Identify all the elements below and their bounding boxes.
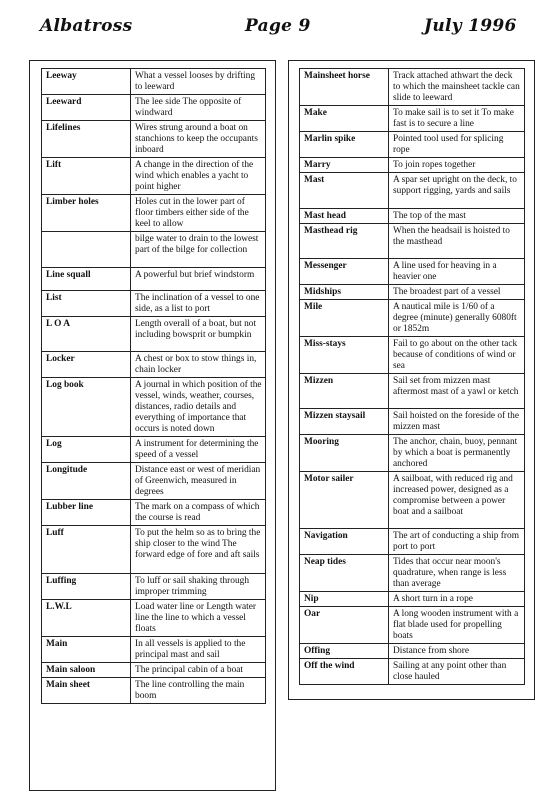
glossary-definition: Length overall of a boat, but not including bowsprit or bumpkin [131,317,266,352]
glossary-term: Neap tides [300,555,389,592]
glossary-term: Line squall [42,268,131,291]
glossary-row [300,158,525,173]
glossary-term: Leeward [42,95,131,121]
glossary-row [300,173,525,209]
glossary-term: List [42,291,131,317]
glossary-term: Nip [300,592,389,607]
glossary-definition: A long wooden instrument with a flat blade used for propelling boats [389,607,525,644]
glossary-term: Main saloon [42,663,131,678]
glossary-row [42,317,266,352]
glossary-definition: A chest or box to stow things in, chain locker [131,352,266,378]
glossary-definition: Load water line or Length water line the line to which a vessel floats [131,600,266,637]
glossary-definition: The lee side The opposite of windward [131,95,266,121]
glossary-row [300,300,525,337]
glossary-row [42,232,266,268]
glossary-definition: The broadest part of a vessel [389,285,525,300]
glossary-row [42,378,266,437]
glossary-row [300,659,525,685]
glossary-row [300,259,525,285]
glossary-term: Locker [42,352,131,378]
glossary-row [42,463,266,500]
glossary-term: Mizzen staysail [300,409,389,435]
glossary-term: Luff [42,526,131,574]
glossary-row [42,352,266,378]
glossary-row [300,592,525,607]
glossary-row [42,69,266,95]
glossary-term: Motor sailer [300,472,389,529]
glossary-row [300,409,525,435]
glossary-definition: What a vessel looses by drifting to leeward [131,69,266,95]
glossary-term: Main sheet [42,678,131,704]
glossary-term: Lubber line [42,500,131,526]
glossary-row [42,121,266,158]
glossary-row [300,132,525,158]
glossary-definition: The art of conducting a ship from port to port [389,529,525,555]
glossary-row [42,663,266,678]
glossary-definition: Holes cut in the lower part of floor timbers either side of the keel to allow [131,195,266,232]
glossary-term: Limber holes [42,195,131,232]
glossary-definition: Wires strung around a boat on stanchions to keep the occupants inboard [131,121,266,158]
glossary-definition: A journal in which position of the vessel, winds, weather, courses, distances, radio details and everything of importance that occurs is noted down [131,378,266,437]
glossary-row [42,526,266,574]
glossary-row [300,337,525,374]
glossary-row [300,644,525,659]
glossary-term: Leeway [42,69,131,95]
glossary-term: Longitude [42,463,131,500]
glossary-row [300,529,525,555]
glossary-term: Offing [300,644,389,659]
glossary-definition: Track attached athwart the deck to which the mainsheet tackle can slide to leeward [389,69,525,106]
glossary-row [42,158,266,195]
glossary-row [300,69,525,106]
glossary-term: Lifelines [42,121,131,158]
glossary-definition: Pointed tool used for splicing rope [389,132,525,158]
glossary-row [42,268,266,291]
glossary-term: Log [42,437,131,463]
glossary-row [42,500,266,526]
glossary-definition: The inclination of a vessel to one side, as a list to port [131,291,266,317]
glossary-row [300,285,525,300]
glossary-definition: To put the helm so as to bring the ship closer to the wind The forward edge of fore and aft sails [131,526,266,574]
newsletter-title: Albatross [40,16,133,36]
glossary-row [42,600,266,637]
glossary-term: Mainsheet horse [300,69,389,106]
glossary-definition: A nautical mile is 1/60 of a degree (minute) generally 6080ft or 1852m [389,300,525,337]
glossary-term: Midships [300,285,389,300]
glossary-definition: Sail hoisted on the foreside of the mizzen mast [389,409,525,435]
glossary-row [42,195,266,232]
glossary-term: Mile [300,300,389,337]
glossary-term: L.W.L [42,600,131,637]
glossary-term: Masthead rig [300,224,389,259]
glossary-definition: Distance from shore [389,644,525,659]
glossary-definition: Fail to go about on the other tack because of conditions of wind or sea [389,337,525,374]
glossary-row [300,106,525,132]
glossary-row [42,437,266,463]
glossary-term [42,232,131,268]
glossary-term: Mizzen [300,374,389,409]
glossary-definition: The principal cabin of a boat [131,663,266,678]
glossary-row [300,555,525,592]
glossary-definition: The anchor, chain, buoy, pennant by which a boat is permanently anchored [389,435,525,472]
glossary-definition: A instrument for determining the speed of a vessel [131,437,266,463]
glossary-definition: Sailing at any point other than close hauled [389,659,525,685]
glossary-term: Main [42,637,131,663]
glossary-definition: A short turn in a rope [389,592,525,607]
glossary-row [300,224,525,259]
glossary-definition: To luff or sail shaking through improper trimming [131,574,266,600]
glossary-definition: Tides that occur near moon's quadrature, when range is less than average [389,555,525,592]
glossary-term: Make [300,106,389,132]
glossary-definition: A powerful but brief windstorm [131,268,266,291]
glossary-definition: The line controlling the main boom [131,678,266,704]
glossary-definition: A spar set upright on the deck, to support rigging, yards and sails [389,173,525,209]
glossary-term: Mooring [300,435,389,472]
glossary-definition: To join ropes together [389,158,525,173]
glossary-definition: In all vessels is applied to the principal mast and sail [131,637,266,663]
glossary-row [300,472,525,529]
glossary-term: Luffing [42,574,131,600]
glossary-term: Marry [300,158,389,173]
glossary-term: Mast [300,173,389,209]
glossary-definition: bilge water to drain to the lowest part of the bilge for collection [131,232,266,268]
glossary-term: Mast head [300,209,389,224]
glossary-row [300,374,525,409]
glossary-row [42,291,266,317]
glossary-term: Messenger [300,259,389,285]
glossary-term: Miss-stays [300,337,389,374]
glossary-term: Marlin spike [300,132,389,158]
glossary-term: Navigation [300,529,389,555]
glossary-row [42,95,266,121]
issue-date: July 1996 [424,16,517,36]
glossary-table-left [41,68,266,704]
glossary-definition: The mark on a compass of which the course is read [131,500,266,526]
glossary-row [42,678,266,704]
glossary-definition: A line used for heaving in a heavier one [389,259,525,285]
glossary-definition: A change in the direction of the wind which enables a yacht to point higher [131,158,266,195]
glossary-definition: Distance east or west of meridian of Greenwich, measured in degrees [131,463,266,500]
glossary-definition: When the headsail is hoisted to the masthead [389,224,525,259]
glossary-definition: A sailboat, with reduced rig and increased power, designed as a compromise between a power boat and a sailboat [389,472,525,529]
glossary-row [42,574,266,600]
glossary-definition: Sail set from mizzen mast aftermost mast of a yawl or ketch [389,374,525,409]
glossary-term: L O A [42,317,131,352]
glossary-term: Oar [300,607,389,644]
glossary-definition: The top of the mast [389,209,525,224]
glossary-term: Off the wind [300,659,389,685]
glossary-row [42,637,266,663]
page-number: Page 9 [245,16,311,36]
glossary-table-right [299,68,525,685]
glossary-row [300,435,525,472]
glossary-definition: To make sail is to set it To make fast is to secure a line [389,106,525,132]
glossary-term: Lift [42,158,131,195]
glossary-row [300,607,525,644]
glossary-row [300,209,525,224]
glossary-term: Log book [42,378,131,437]
